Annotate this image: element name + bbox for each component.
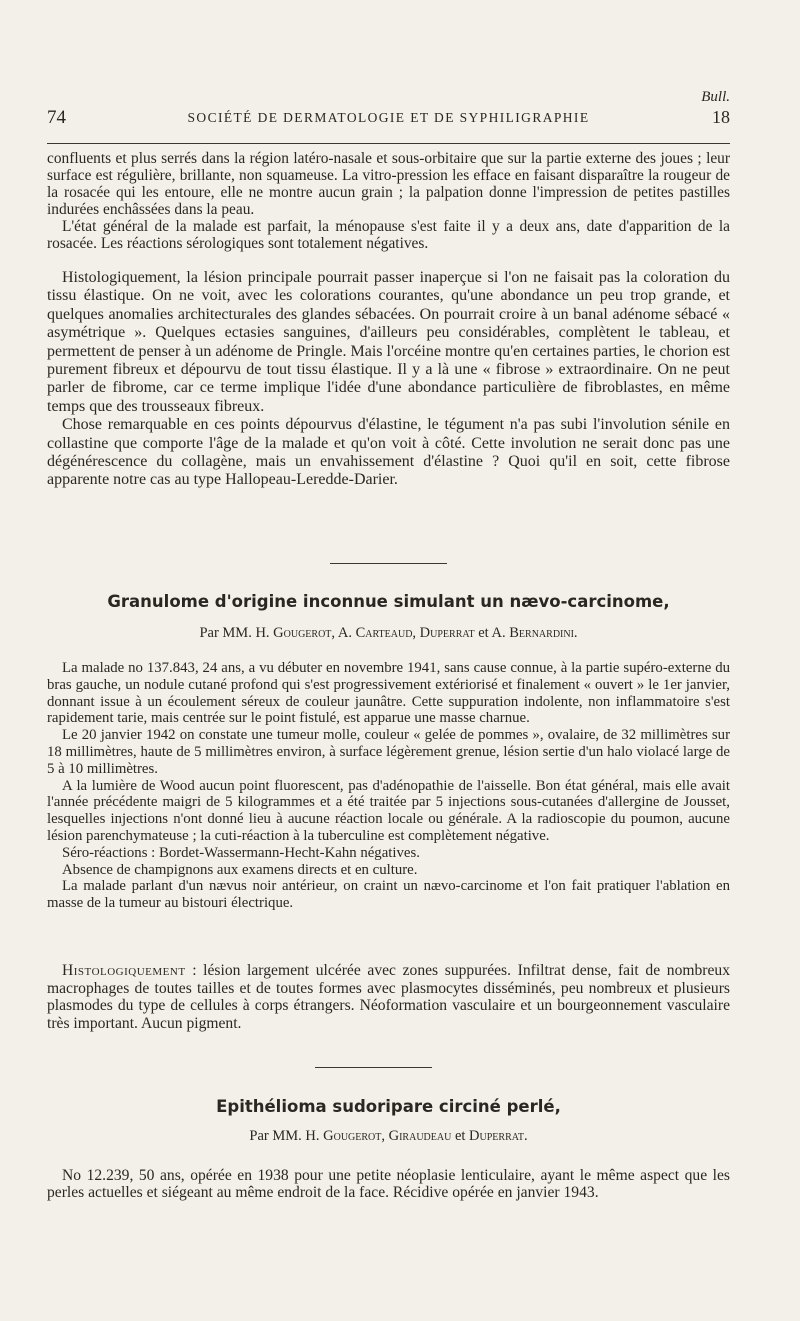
paragraph: Absence de champignons aux examens directs et en culture. — [62, 861, 418, 878]
section-separator — [330, 563, 447, 564]
byline-last-author: Bernardini. — [509, 625, 578, 641]
page-number: 74 — [47, 107, 66, 128]
paragraph — [47, 962, 730, 1032]
continuation-text — [47, 150, 730, 253]
paragraph: Histologiquement, la lésion principale pourrait passer inaperçue si l'on ne faisait pas la coloration du tissu élastique. On ne voit, avec les colorations courantes, qu'une abondance un peu trop grande, et quelques anomalies architecturales des glandes sébacées. On pourrait croire à un banal adénome sébacé « asymétrique ». Quelques ectasies sanguines, d'ailleurs peu considérables, complètent le tableau, et permettent de penser à un adénome de Pringle. Mais l'orcéine montre qu'en certaines parties, le chorion est purement fibreux et dépourvu de tout tissu élastique. Il y a là une « fibrose » extraordinaire. On ne peut parler de fibrome, car ce terme implique l'idée d'une abondance particulière de fibroblastes, en même temps que des trousseaux fibreux. — [47, 269, 730, 415]
paragraph: L'état général de la malade est parfait, la ménopause s'est faite il y a deux ans, date d'apparition de la rosacée. Les réactions sérologiques sont totalement négatives. — [47, 218, 730, 253]
byline-last-author: Duperrat. — [469, 1128, 528, 1144]
byline-prefix: Par MM. H. — [199, 625, 274, 641]
article-title: Epithélioma sudoripare circiné perlé, — [216, 1097, 561, 1116]
article-title: Granulome d'origine inconnue simulant un nævo-carcinome, — [107, 592, 670, 611]
journal-title: SOCIÉTÉ DE DERMATOLOGIE ET DE SYPHILIGRAPHIE — [187, 110, 590, 125]
byline-authors: Gougerot, A. Carteaud, Duperrat — [273, 625, 475, 641]
byline-and: et — [451, 1128, 470, 1144]
paragraph: Chose remarquable en ces points dépourvus d'élastine, le tégument n'a pas subi l'involution sénile en collastine que comporte l'âge de la malade et qu'on voit à côté. Cette involution ne serait donc pas une dégénérescence du collagène, mais un envahissement d'élastine ? Quoi qu'il en soit, cette fibrose apparente notre cas au type Hallopeau-Leredde-Darier. — [47, 416, 730, 489]
continuation-text-2 — [47, 269, 730, 490]
histology-text: : lésion largement ulcérée avec zones suppurées. Infiltrat dense, fait de nombreux macrophages de toutes tailles et de toutes formes avec plasmocytes disséminés, peu nombreux et plusieurs plasmodes du type de cellules à corps étrangers. Néoformation vasculaire et un bourgeonnement vasculaire très important. Aucun pigment. — [47, 962, 730, 1032]
paragraph: Séro-réactions : Bordet-Wassermann-Hecht-Kahn négatives. — [62, 844, 420, 861]
paragraph: confluents et plus serrés dans la région latéro-nasale et sous-orbitaire que sur la partie externe des joues ; leur surface est régulière, brillante, non squameuse. La vitro-pression les efface en faisant disparaître la rougeur de la rosacée qui les entoure, elle ne montre aucun grain ; la palpation donne l'impression de petites pastilles indurées enchâssées dans la peau. — [47, 150, 730, 219]
byline-prefix: Par MM. H. — [249, 1128, 324, 1144]
byline-authors: Gougerot, Giraudeau — [323, 1128, 452, 1144]
issue-number: 18 — [712, 107, 730, 127]
paragraph: A la lumière de Wood aucun point fluorescent, pas d'adénopathie de l'aisselle. Bon état général, mais elle avait l'année précédente maigri de 5 kilogrammes et a été traitée par 5 injections sous-cutanées d'allergine de Jousset, lesquelles injections n'ont donné lieu à aucune réaction locale ou générale. A la radioscopie du poumon, aucune lésion parenchymateuse ; la cuti-réaction à la tuberculine est complètement négative. — [47, 777, 730, 844]
paragraph: La malade parlant d'un nævus noir antérieur, on craint un nævo-carcinome et l'on fait pratiquer l'ablation en masse de la tumeur au bistouri électrique. — [47, 878, 730, 912]
paragraph: No 12.239, 50 ans, opérée en 1938 pour une petite néoplasie lenticulaire, ayant le même aspect que les perles actuelles et siégeant au même endroit de la face. Récidive opérée en janvier 1943. — [47, 1167, 730, 1202]
paragraph: Le 20 janvier 1942 on constate une tumeur molle, couleur « gelée de pommes », ovalaire, de 32 millimètres sur 18 millimètres, haute de 5 millimètres environ, à surface légèrement grenue, lésion sertie d'un halo violacé large de 5 à 10 millimètres. — [47, 727, 730, 777]
histology-lead: Histologiquement — [62, 962, 186, 979]
paragraph: La malade no 137.843, 24 ans, a vu débuter en novembre 1941, sans cause connue, à la partie supéro-externe du bras gauche, un nodule cutané profond qui s'est progressivement extériorisé et finalement « ouvert » le 1er janvier, donnant issue à un écoulement séreux de couleur jaunâtre. Cette suppuration indolente, non inflammatoire s'est rapidement tarie, mais centrée sur le point fistulé, est apparue une masse charnue. — [47, 660, 730, 727]
histology-paragraph — [47, 962, 730, 1032]
section-separator — [315, 1067, 432, 1068]
header-rule — [47, 143, 730, 144]
article-body — [47, 660, 730, 912]
bull-label: Bull. — [701, 89, 730, 105]
article-byline — [47, 625, 730, 642]
article-byline — [47, 1128, 730, 1145]
article-body — [47, 1167, 730, 1201]
running-head — [47, 80, 730, 128]
byline-and: et A. — [474, 625, 510, 641]
